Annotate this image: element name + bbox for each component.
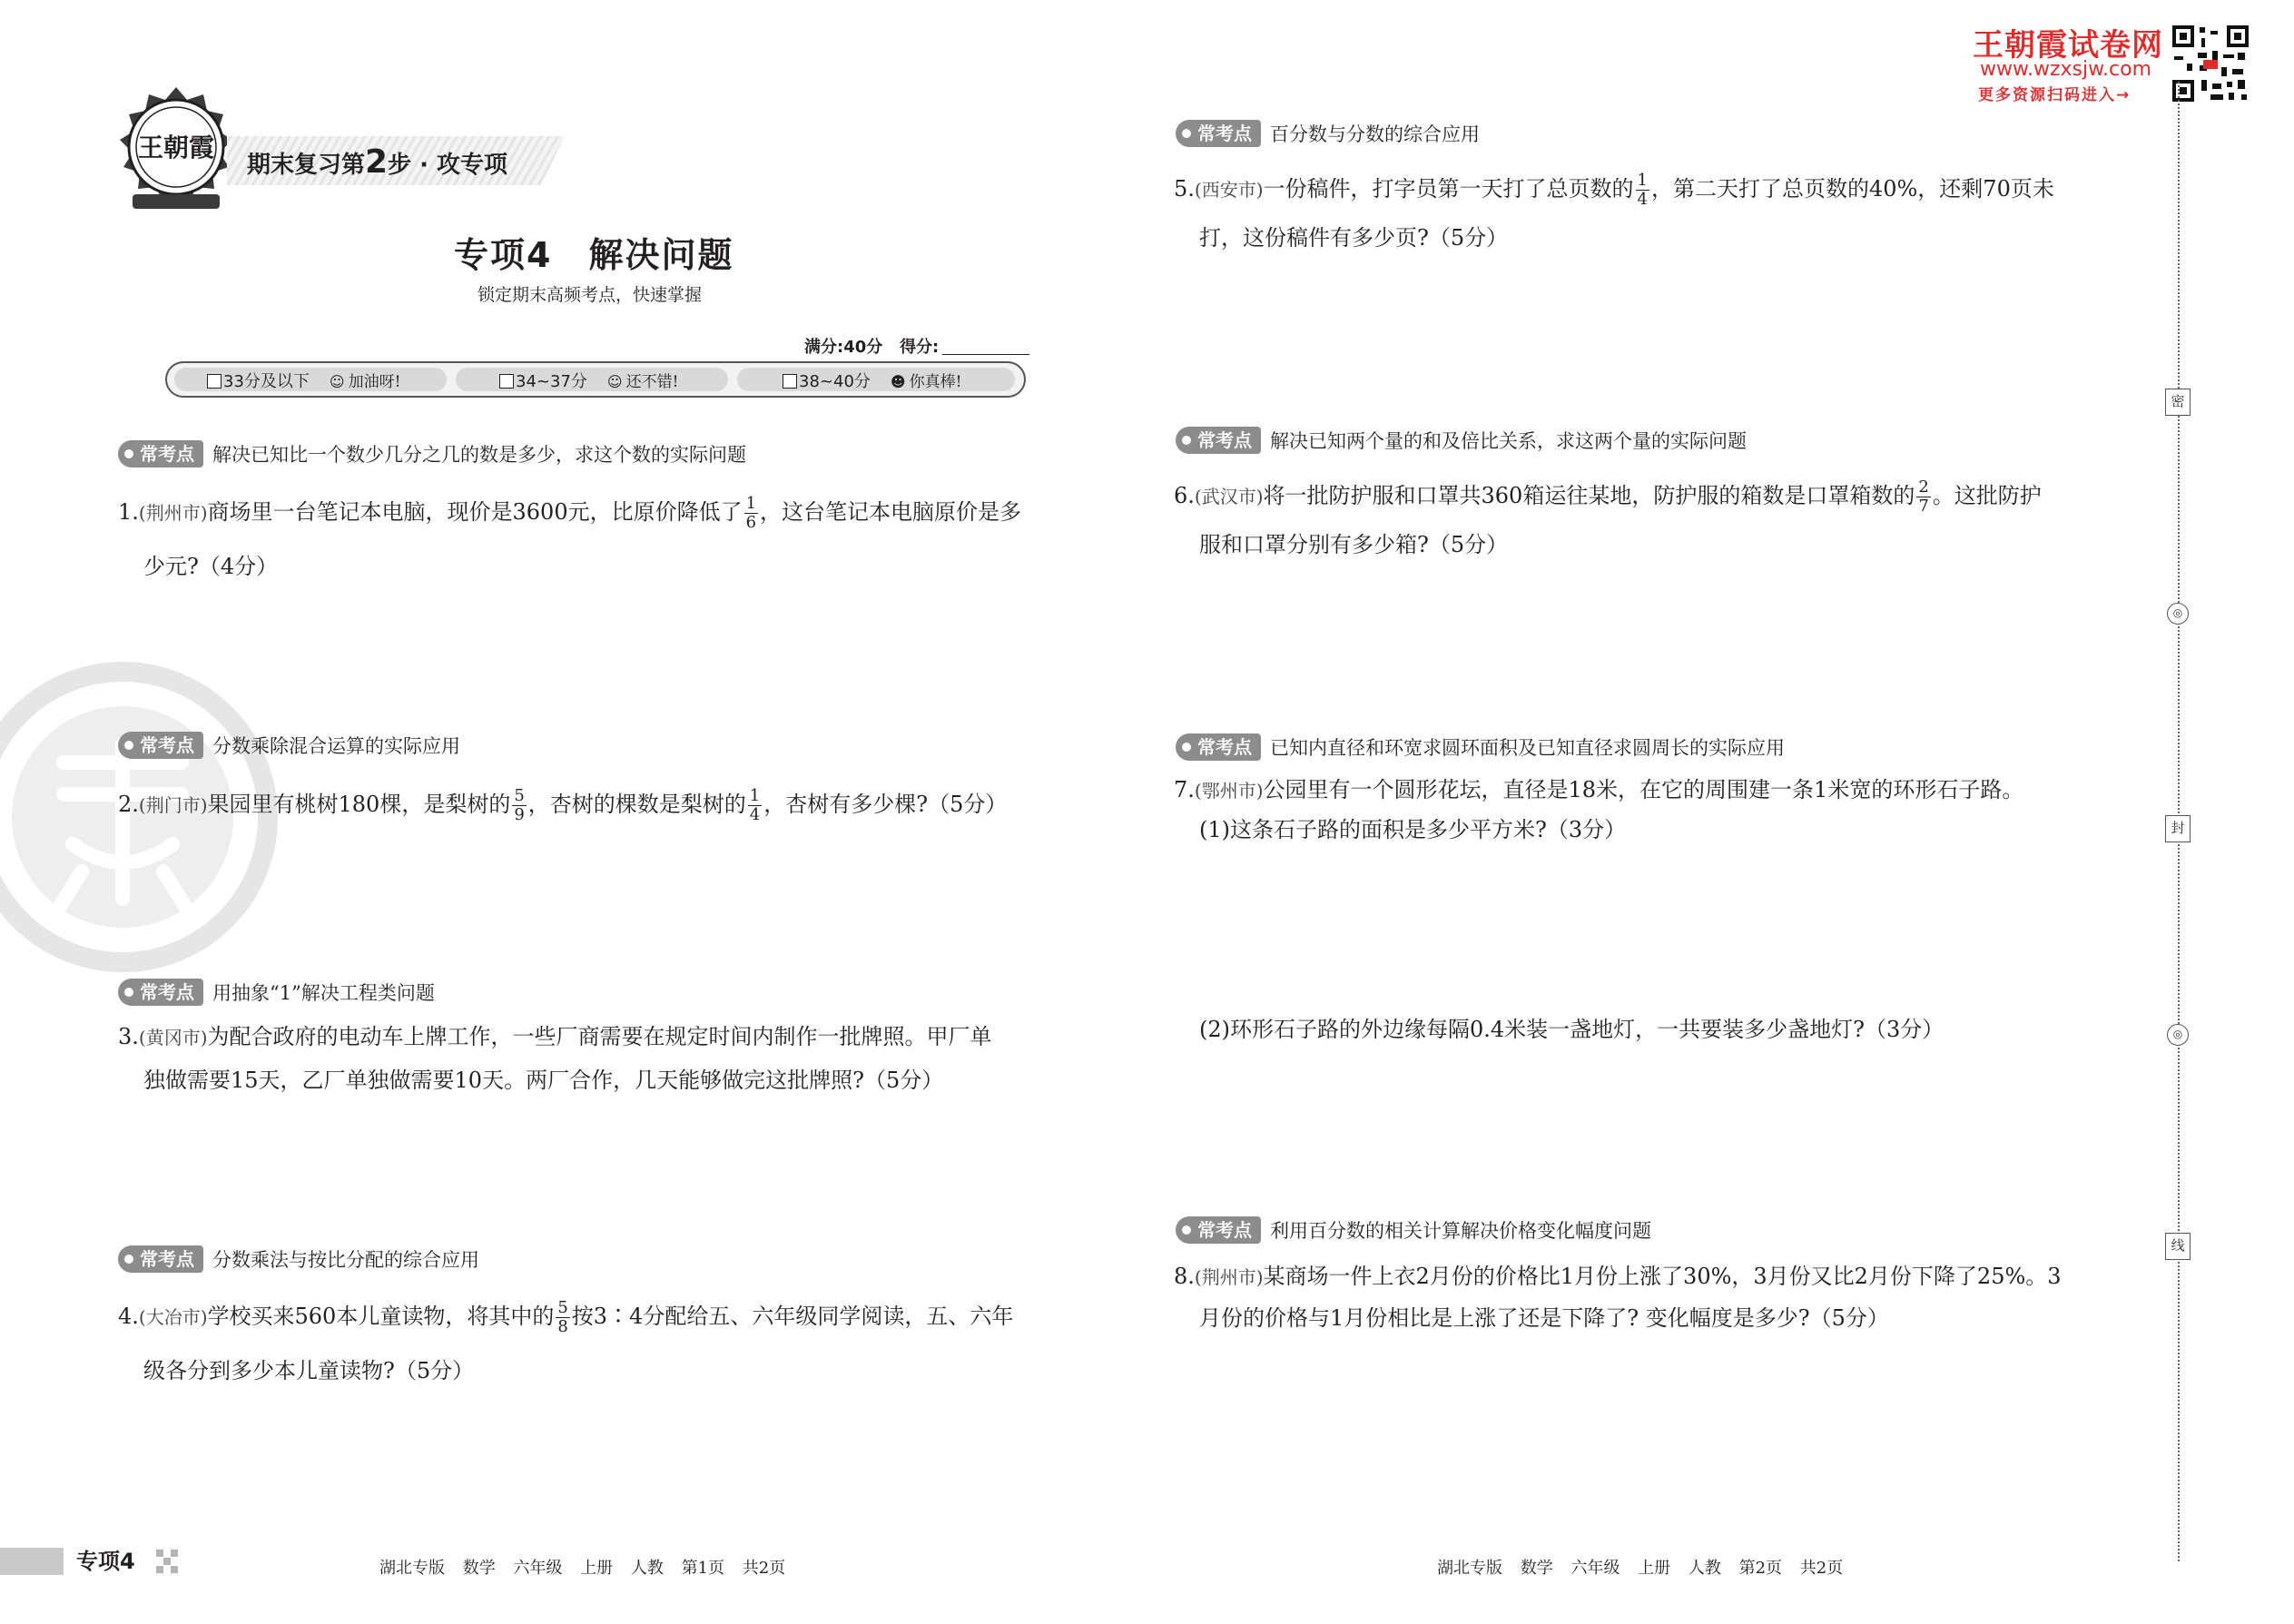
- topic-row-3: [118, 979, 435, 1006]
- footer-info-right: 湖北专版 数学 六年级 上册 人教 第2页 共2页: [1437, 1559, 1844, 1578]
- question-7-sub-1: (1)这条石子路的面积是多少平方米?（3分）: [1199, 817, 1627, 842]
- common-tag: 常考点: [1176, 427, 1261, 454]
- topic-row-6: [1176, 427, 1747, 454]
- binding-mark-xian: 线: [2165, 1233, 2191, 1260]
- brand-url[interactable]: www.wzxsjw.com: [1980, 58, 2152, 81]
- question-3-line-1: 3.(黄冈市)为配合政府的电动车上牌工作，一些厂商需要在规定时间内制作一批牌照。甲厂单: [118, 1024, 992, 1049]
- topic-row-5: [1176, 120, 1480, 147]
- brand-more-link[interactable]: 更多资源扫码进入→: [1978, 86, 2132, 104]
- common-tag: 常考点: [118, 979, 203, 1006]
- topic-text-2: 分数乘除混合运算的实际应用: [212, 735, 460, 757]
- binding-mark-mi: 密: [2165, 389, 2191, 416]
- logo-badge-icon: [113, 84, 240, 220]
- binding-hole-icon: ◎: [2167, 1024, 2189, 1046]
- smiley-icon: ☺: [329, 373, 345, 390]
- header-step-label: 期末复习第2步 · 攻专项: [247, 143, 508, 181]
- topic-row-8: [1176, 1216, 1651, 1244]
- page-subtitle: 锁定期末高频考点，快速掌握: [478, 285, 703, 305]
- footer-tab: [0, 1548, 182, 1575]
- footer-tab-label: 专项4: [76, 1549, 135, 1574]
- question-7-sub-2: (2)环形石子路的外边缘每隔0.4米装一盏地灯，一共要装多少盏地灯?（3分）: [1199, 1017, 1944, 1042]
- footer-info-left: 湖北专版 数学 六年级 上册 人教 第1页 共2页: [379, 1559, 786, 1578]
- score-blank[interactable]: [942, 354, 1029, 355]
- question-8-line-1: 8.(荆州市)某商场一件上衣2月份的价格比1月份上涨了30%，3月份又比2月份下降了25%。3: [1174, 1264, 2062, 1289]
- fraction: $\frac{2}{7}$: [1918, 477, 1929, 516]
- smiley-icon: ☻: [890, 373, 906, 390]
- question-5-line-2: 打，这份稿件有多少页?（5分）: [1199, 225, 1509, 251]
- question-7-line-1: 7.(鄂州市)公园里有一个圆形花坛，直径是18米，在它的周围建一条1米宽的环形石子路。: [1174, 777, 2024, 802]
- topic-text-3: 用抽象“1”解决工程类问题: [212, 982, 435, 1004]
- topic-row-1: [118, 440, 746, 468]
- question-6-line-1: 6.(武汉市)将一批防护服和口罩共360箱运往某地，防护服的箱数是口罩箱数的 $\frac{2}{7}$ 。这批防护: [1174, 477, 2042, 516]
- rating-item-low: 33分及以下 ☺ 加油呀!: [207, 369, 400, 392]
- common-tag: 常考点: [118, 732, 203, 759]
- binding-mark-feng: 封: [2165, 815, 2191, 842]
- right-page: [1147, 0, 2294, 1624]
- brand-name[interactable]: 王朝霞试卷网: [1973, 27, 2163, 64]
- common-tag: 常考点: [1176, 733, 1261, 761]
- logo-text: 王朝霞: [137, 133, 215, 162]
- fraction: $\frac{1}{4}$: [1637, 171, 1648, 209]
- question-8-line-2: 月份的价格与1月份相比是上涨了还是下降了? 变化幅度是多少?（5分）: [1199, 1305, 1889, 1331]
- rating-item-mid: 34~37分 ☺ 还不错!: [499, 369, 678, 392]
- page-title: 专项4 解决问题: [454, 235, 734, 275]
- score-line: [804, 334, 1029, 358]
- smiley-icon: ☺: [606, 373, 623, 390]
- common-tag: 常考点: [118, 440, 203, 468]
- full-score-label: 满分:40分: [804, 338, 883, 357]
- question-5-line-1: 5.(西安市)一份稿件，打字员第一天打了总页数的 $\frac{1}{4}$ ，第二天打了总页数的40%，还剩70页未: [1174, 171, 2054, 209]
- topic-text-6: 解决已知两个量的和及倍比关系，求这两个量的实际问题: [1270, 430, 1747, 452]
- topic-text-8: 利用百分数的相关计算解决价格变化幅度问题: [1270, 1220, 1651, 1242]
- question-1-line-1: 1.(荆州市)商场里一台笔记本电脑，现价是3600元，比原价降低了 $\frac{1}{6}$ ，这台笔记本电脑原价是多: [118, 494, 1022, 532]
- fraction: $\frac{1}{4}$: [749, 786, 761, 824]
- common-tag: 常考点: [118, 1245, 203, 1273]
- rating-item-high: 38~40分 ☻ 你真棒!: [783, 369, 961, 392]
- fraction: $\frac{5}{8}$: [557, 1298, 568, 1336]
- topic-text-7: 已知内直径和环宽求圆环面积及已知直径求圆周长的实际应用: [1270, 737, 1785, 759]
- question-3-line-2: 独做需要15天，乙厂单独做需要10天。两厂合作，几天能够做完这批牌照?（5分）: [143, 1068, 944, 1093]
- rating-bar: [165, 361, 1026, 398]
- qr-code-icon[interactable]: [2171, 24, 2250, 103]
- rating-checkbox-low[interactable]: [207, 374, 222, 389]
- got-score-label: 得分:: [900, 338, 940, 357]
- question-4-line-2: 级各分到多少本儿童读物?（5分）: [143, 1358, 475, 1383]
- common-tag: 常考点: [1176, 1216, 1261, 1244]
- rating-checkbox-high[interactable]: [783, 374, 797, 389]
- topic-row-2: [118, 732, 460, 759]
- question-6-line-2: 服和口罩分别有多少箱?（5分）: [1199, 532, 1509, 557]
- rating-checkbox-mid[interactable]: [499, 374, 514, 389]
- fraction: $\frac{1}{6}$: [745, 494, 757, 532]
- question-4-line-1: 4.(大冶市)学校买来560本儿童读物，将其中的 $\frac{5}{8}$ 按3∶4分配给五、六年级同学阅读，五、六年: [118, 1298, 1014, 1336]
- binding-hole-icon: ◎: [2167, 603, 2189, 625]
- question-2-line-1: 2.(荆门市)果园里有桃树180棵，是梨树的 $\frac{5}{9}$ ，杏树的棵数是梨树的 $\frac{1}{4}$ ，杏树有多少棵?（5分）: [118, 786, 1008, 824]
- common-tag: 常考点: [1176, 120, 1261, 147]
- question-1-line-2: 少元?（4分）: [143, 554, 279, 579]
- topic-text-5: 百分数与分数的综合应用: [1270, 123, 1480, 145]
- fraction: $\frac{5}{9}$: [514, 786, 525, 824]
- topic-row-4: [118, 1245, 479, 1273]
- topic-text-4: 分数乘法与按比分配的综合应用: [212, 1249, 479, 1271]
- footer-squares-icon: [156, 1550, 183, 1573]
- topic-text-1: 解决已知比一个数少几分之几的数是多少，求这个数的实际问题: [212, 444, 746, 466]
- topic-row-7: [1176, 733, 1785, 761]
